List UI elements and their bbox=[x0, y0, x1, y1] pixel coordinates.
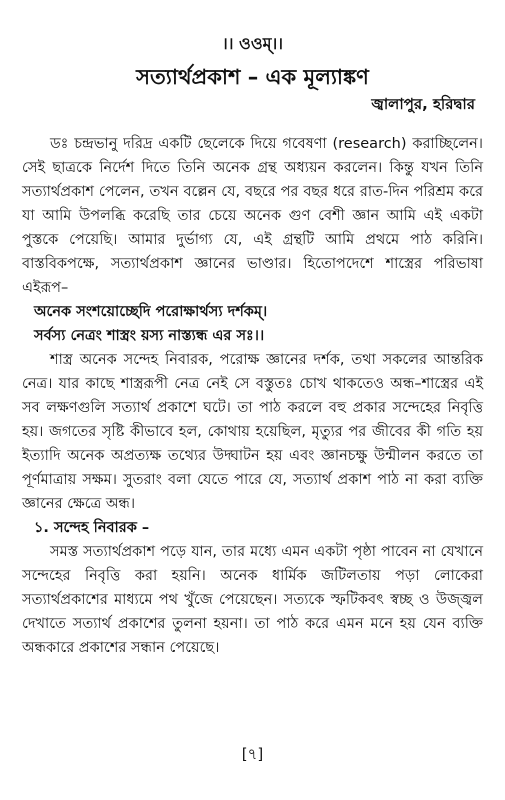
shloka-line-2: সর্বস্য নেত্রং শাস্ত্রং য়স্য নাস্ত্যন্ধ এর সঃ।। bbox=[34, 328, 265, 344]
page-title: সত্যার্থপ্রকাশ – এক মূল্যাঙ্কণ bbox=[136, 65, 369, 89]
paragraph-shastra: শাস্ত্র অনেক সন্দেহ নিবারক, পরোক্ষ জ্ঞানের দর্শক, তথা সকলের আন্তরিক নেত্র। যার কাছে শাস্ত্ররূপী নেত্র নেই সে বস্তুতঃ চোখ থাকতেও অন্ধ–শাস্ত্রের এই সব লক্ষণগুলি সত্যার্থ প্রকাশে ঘটে। তা পাঠ করলে বহু প্রকার সন্দেহের নিবৃত্তি হয়। জগতের সৃষ্টি কীভাবে হল, কোথায় হয়েছিল, মৃত্যুর পর জীবের কী গতি হয় ইত্যাদি অনেক অপ্রত্যক্ষ তথ্যের উদ্ঘাটন হয় এবং জ্ঞানচক্ষু উন্মীলন করতে তা পূর্ণমাত্রায় সক্ষম। সুতরাং বলা যেতে পারে যে, সত্যার্থ প্রকাশ পাঠ না করা ব্যক্তি জ্ঞানের ক্ষেত্রে অন্ধ। bbox=[22, 352, 483, 512]
page-subtitle: জ্বালাপুর, হরিদ্বার bbox=[371, 95, 475, 113]
paragraph-doubt-remover: সমস্ত সত্যার্থপ্রকাশ পড়ে যান, তার মধ্যে এমন একটা পৃষ্ঠা পাবেন না যেখানে সন্দেহের নিবৃত্তি করা হয়নি। অনেক ধার্মিক জটিলতায় পড়া লোকেরা সত্যার্থপ্রকাশের মাধ্যমে পথ খুঁজে পেয়েছেন। সত্যকে স্ফটিকবৎ স্বচ্ছ ও উজ্জ্বল দেখাতে সত্যার্থ প্রকাশের তুলনা হয়না। তা পাঠ করে এমন মনে হয় যেন ব্যক্তি অন্ধকারে প্রকাশের সন্ধান পেয়েছে। bbox=[22, 544, 483, 656]
section-heading-doubt-remover: ১. সন্দেহ নিবারক – bbox=[34, 520, 150, 536]
paragraph-intro: ডঃ চন্দ্রভানু দরিদ্র একটি ছেলেকে দিয়ে গবেষণা (research) করাচ্ছিলেন। সেই ছাত্রকে নির্দেশ দিতে তিনি অনেক গ্রন্থ অধ্যয়ন করলেন। কিন্তু যখন তিনি সত্যার্থপ্রকাশ পেলেন, তখন বল্লেন যে, বছরে পর বছর ধরে রাত-দিন পরিশ্রম করে যা আমি উপলব্ধি করেছি তার চেয়ে অনেক গুণ বেশী জ্ঞান আমি এই একটা পুস্তকে পেয়েছি। আমার দুর্ভাগ্য যে, এই গ্রন্থটি আমি প্রথমে পাঠ করিনি। বাস্তবিকপক্ষে, সত্যার্থপ্রকাশ জ্ঞানের ভাণ্ডার। হিতোপদেশে শাস্ত্রের পরিভাষা এইরূপ– bbox=[22, 136, 483, 296]
om-header: ।। ওওম্।। bbox=[222, 34, 283, 53]
shloka-line-1: অনেক সংশয়োচ্ছেদি পরোক্ষার্থস্য দর্শকম্। bbox=[34, 304, 268, 320]
page-number: [৭] bbox=[241, 745, 264, 763]
